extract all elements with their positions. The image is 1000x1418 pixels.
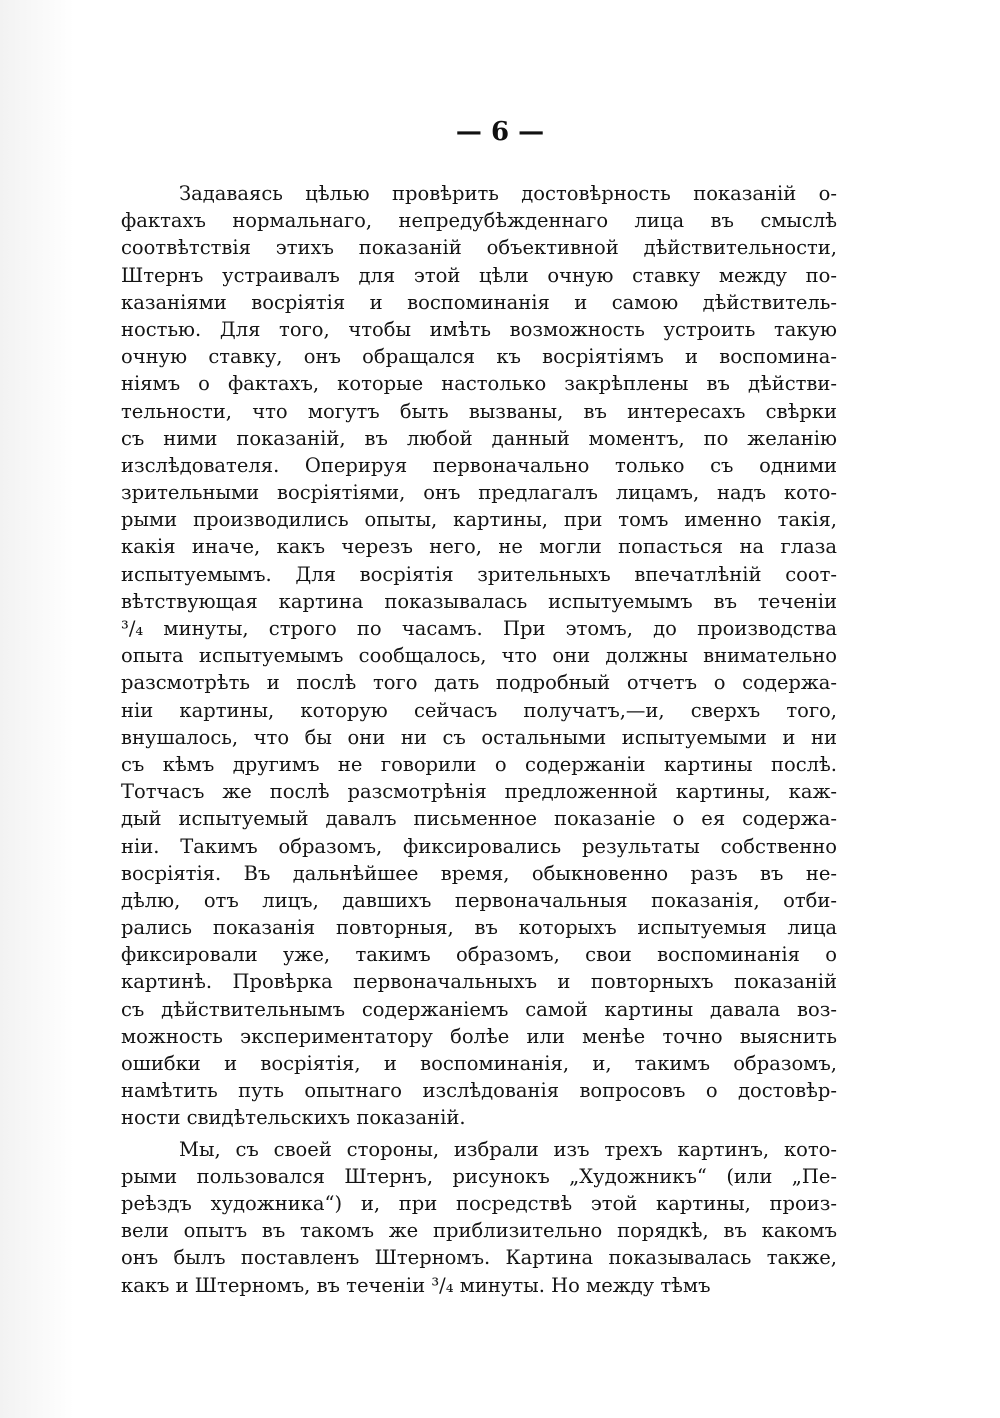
text-line: фиксировали уже, такимъ образомъ, свои воспоминанія о <box>121 943 837 967</box>
text-line: соотвѣтствія этихъ показаній объективной дѣйствительности, <box>121 236 837 260</box>
text-line: съ кѣмъ другимъ не говорили о содержаніи картины послѣ. <box>121 752 837 776</box>
text-line: испытуемымъ. Для восріятія зрительныхъ впечатлѣній соот- <box>121 562 837 586</box>
text-line: внушалось, что бы они ни съ остальными испытуемыми и ни <box>121 725 837 749</box>
text-line: очную ставку, онъ обращался къ восріятіямъ и воспомина- <box>121 345 837 369</box>
text-line: ніи. Такимъ образомъ, фиксировались результаты собственно <box>121 834 837 858</box>
text-line: съ ними показаній, въ любой данный моментъ, по желанію <box>121 426 837 450</box>
text-line: фактахъ нормальнаго, непредубѣжденнаго лица въ смыслѣ <box>121 209 837 233</box>
text-line: ніямъ о фактахъ, которые настолько закрѣплены въ дѣйстви- <box>121 372 837 396</box>
paragraph-2 <box>121 1136 837 1299</box>
text-line: намѣтить путь опытнаго изслѣдованія вопросовъ о достовѣр- <box>121 1079 837 1103</box>
text-line: ³/₄ минуты, строго по часамъ. При этомъ, до производства <box>121 617 837 640</box>
text-line: ніи картины, которую сейчасъ получатъ,—и, сверхъ того, <box>121 698 837 722</box>
text-line: Тотчасъ же послѣ разсмотрѣнія предложенной картины, каж- <box>121 780 837 804</box>
text-line: опыта испытуемымъ сообщалось, что они должны внимательно <box>121 644 837 668</box>
text-line: тельности, что могутъ быть вызваны, въ интересахъ свѣрки <box>121 399 837 423</box>
text-line: рались показанія повторныя, въ которыхъ испытуемыя лица <box>121 916 837 940</box>
text-line: ностью. Для того, чтобы имѣть возможность устроить такую <box>121 317 837 341</box>
text-line: какія иначе, какъ черезъ него, не могли попасться на глаза <box>121 535 837 559</box>
text-line: рыми производились опыты, картины, при томъ именно такія, <box>121 508 837 532</box>
text-line: Штернъ устраивалъ для этой цѣли очную ставку между по- <box>121 263 837 287</box>
text-line: можность экспериментатору болѣе или менѣе точно выяснить <box>121 1024 837 1048</box>
text-line: какъ и Штерномъ, въ теченіи ³/₄ минуты. Но между тѣмъ <box>121 1273 711 1297</box>
page-number: — 6 — <box>455 117 545 147</box>
text-line: ности свидѣтельскихъ показаній. <box>121 1106 466 1130</box>
text-line: восріятія. Въ дальнѣйшее время, обыкновенно разъ въ не- <box>121 861 837 885</box>
text-line: картинѣ. Провѣрка первоначальныхъ и повторныхъ показаній <box>121 970 837 994</box>
text-line: вѣтствующая картина показывалась испытуемымъ въ теченіи <box>121 589 837 613</box>
text-line: вели опытъ въ такомъ же приблизительно порядкѣ, въ какомъ <box>121 1219 837 1243</box>
text-line: Задаваясь цѣлью провѣрить достовѣрность показаній о- <box>179 182 837 205</box>
text-line: зрительными восріятіями, онъ предлагалъ лицамъ, надъ кото- <box>121 481 837 505</box>
body-text <box>121 180 837 1299</box>
text-line: рыми пользовался Штернъ, рисунокъ „Художникъ“ (или „Пе- <box>121 1164 837 1188</box>
text-line: изслѣдователя. Оперируя первоначально только съ одними <box>121 453 837 477</box>
text-line: казаніями восріятія и воспоминанія и самою дѣйствитель- <box>121 290 837 314</box>
scan-edge-shadow <box>0 0 74 1418</box>
text-line: онъ былъ поставленъ Штерномъ. Картина показывалась также, <box>121 1246 837 1270</box>
text-line: дѣлю, отъ лицъ, давшихъ первоначальныя показанія, отби- <box>121 888 837 912</box>
text-line: разсмотрѣть и послѣ того дать подробный отчетъ о содержа- <box>121 671 837 695</box>
text-line: реѣздъ художника“) и, при посредствѣ этой картины, произ- <box>121 1191 837 1215</box>
text-line: ошибки и восріятія, и воспоминанія, и, такимъ образомъ, <box>121 1052 837 1075</box>
text-line: дый испытуемый давалъ письменное показаніе о ея содержа- <box>121 807 837 831</box>
text-line: Мы, съ своей стороны, избрали изъ трехъ картинъ, кото- <box>179 1137 837 1161</box>
text-line: съ дѣйствительнымъ содержаніемъ самой картины давала воз- <box>121 997 837 1021</box>
paragraph-1 <box>121 180 837 1132</box>
